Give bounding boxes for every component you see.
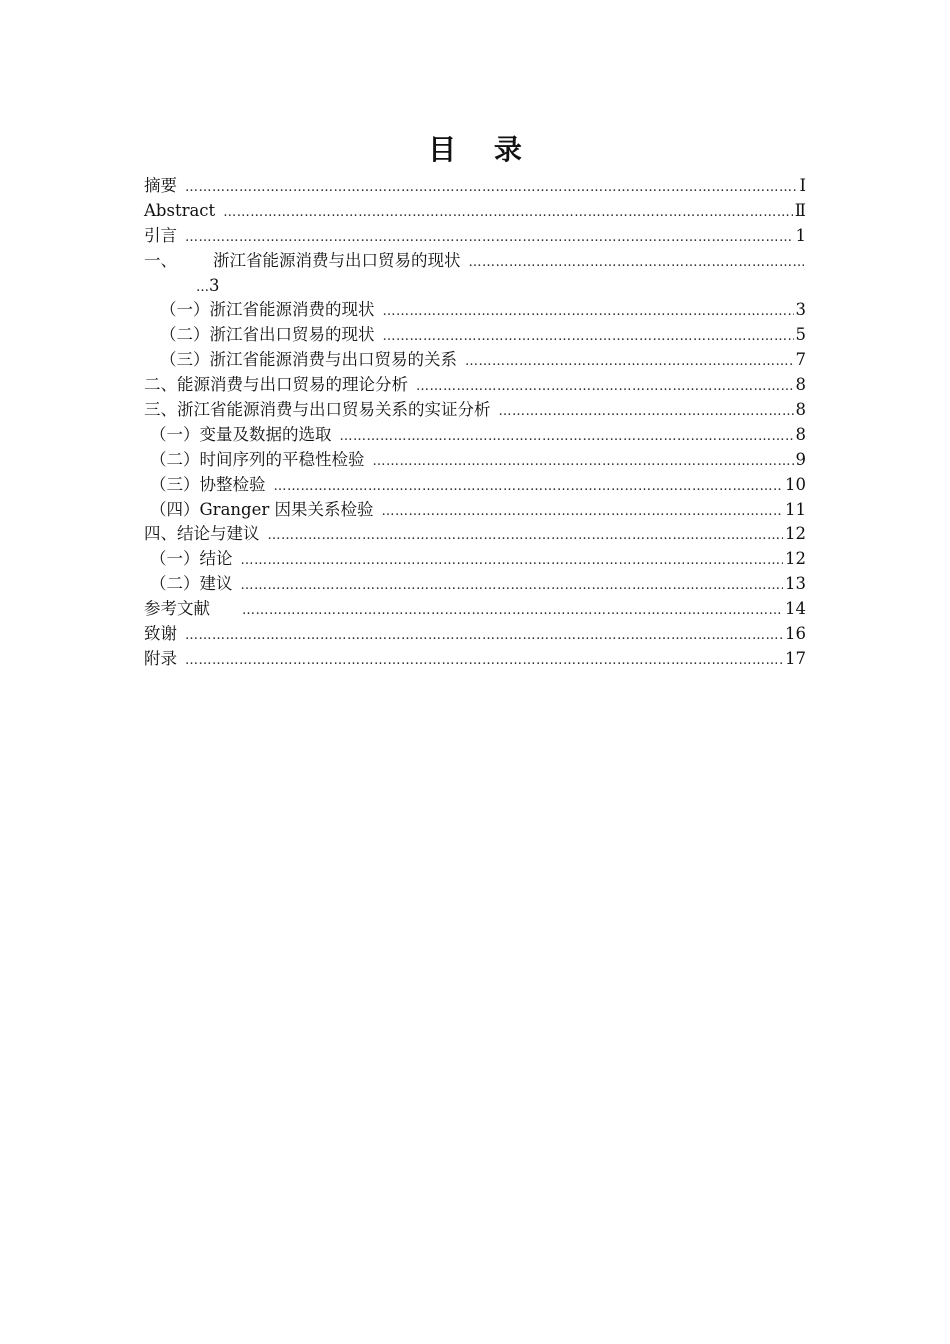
toc-entry-label: （三）协整检验 (150, 474, 266, 494)
toc-entry-label: 浙江省能源消费与出口贸易的现状 (213, 250, 461, 270)
toc-entry-page: 5 (795, 325, 806, 345)
toc-entry[interactable] (144, 323, 806, 348)
toc-entry[interactable] (144, 647, 806, 672)
toc-entry-label: 二、能源消费与出口贸易的理论分析 (144, 375, 408, 395)
toc-entry-label: （一）浙江省能源消费的现状 (160, 300, 375, 320)
toc-entry-page: 10 (785, 474, 806, 494)
toc-entry[interactable] (144, 174, 806, 199)
toc-entry-page: Ⅰ (799, 176, 806, 195)
toc-entry-page: 12 (785, 524, 806, 544)
toc-entry-label: 致谢 (144, 624, 177, 644)
toc-entry-page: Ⅱ (794, 200, 806, 220)
toc-title: 目 录 (428, 133, 536, 166)
toc-leader-dots (241, 574, 784, 599)
toc-entry[interactable] (144, 448, 806, 473)
toc-entry-page: 8 (795, 424, 806, 444)
toc-entry-page: 8 (795, 400, 806, 420)
toc-entry[interactable] (144, 249, 806, 274)
toc-leader-dots (274, 475, 784, 500)
toc-leader-dots (185, 226, 794, 251)
toc-entry-label: （二）浙江省出口贸易的现状 (160, 325, 375, 345)
toc-entry[interactable] (144, 199, 806, 224)
toc-entry-label: 参考文献 (144, 599, 210, 619)
toc-entry-page: 8 (795, 375, 806, 395)
toc-entry-page: 16 (785, 624, 806, 644)
toc-entry-label: Abstract (144, 200, 216, 220)
toc-entry-page: 3 (209, 275, 220, 295)
toc-leader-dots (382, 500, 784, 525)
toc-leader-dots (416, 375, 794, 400)
toc-entry-label: 三、浙江省能源消费与出口贸易关系的实证分析 (144, 400, 491, 420)
toc-leader-dots (223, 201, 793, 226)
toc-entry[interactable] (144, 498, 806, 523)
toc-entry[interactable] (144, 348, 806, 373)
toc-entry-label: （一）结论 (150, 549, 233, 569)
toc-leader-dots (185, 649, 783, 674)
toc-entry[interactable] (144, 572, 806, 597)
toc-entry-page: 3 (795, 300, 806, 320)
toc-leader-dots (185, 624, 783, 649)
toc-leader-dots (383, 300, 794, 325)
toc-entry[interactable] (144, 622, 806, 647)
toc-leader-dots (268, 524, 784, 549)
toc-entry-prefix: 一、 (144, 250, 177, 270)
toc-entry-label: 引言 (144, 225, 177, 245)
toc-leader-dots (242, 599, 783, 624)
toc-entry[interactable] (144, 473, 806, 498)
toc-entry[interactable] (144, 398, 806, 423)
toc-entry-page: 14 (785, 599, 806, 619)
toc-leader-dots (469, 251, 805, 276)
toc-entry-label: （二）时间序列的平稳性检验 (150, 449, 365, 469)
toc-entry[interactable] (144, 522, 806, 547)
toc-entry-label: 附录 (144, 648, 177, 668)
toc-entry[interactable] (144, 547, 806, 572)
toc-entry-page: 7 (795, 350, 806, 370)
toc-entry-label: 四、结论与建议 (144, 524, 260, 544)
toc-leader-dots (499, 400, 794, 425)
toc-entry-page: 11 (785, 499, 806, 519)
toc-entry[interactable] (144, 373, 806, 398)
toc-entry-label: 摘要 (144, 176, 177, 195)
toc-entry-page: 1 (795, 225, 806, 245)
toc-entry-page: 13 (785, 574, 806, 594)
toc-entry[interactable] (144, 224, 806, 249)
toc-leader-dots (196, 276, 209, 295)
toc-leader-dots (465, 350, 794, 375)
toc-entry[interactable] (144, 298, 806, 323)
toc-entry-label: （四）Granger 因果关系检验 (150, 499, 374, 519)
toc-leader-dots (185, 176, 797, 201)
toc-entry-label: （三）浙江省能源消费与出口贸易的关系 (160, 350, 457, 370)
toc-leader-dots (373, 450, 794, 475)
toc-entry-page: 12 (785, 549, 806, 569)
toc-entry-label: （一）变量及数据的选取 (150, 424, 332, 444)
toc-leader-dots (340, 425, 794, 450)
toc-entry-page: 9 (795, 449, 806, 469)
toc-leader-dots (383, 325, 794, 350)
toc-entry-label: （二）建议 (150, 574, 233, 594)
toc-entry[interactable] (144, 597, 806, 622)
toc-entry[interactable] (144, 423, 806, 448)
toc-entry-continuation[interactable] (144, 274, 806, 299)
toc-entry-page: 17 (785, 648, 806, 668)
toc-leader-dots (241, 549, 784, 574)
table-of-contents (144, 174, 806, 672)
